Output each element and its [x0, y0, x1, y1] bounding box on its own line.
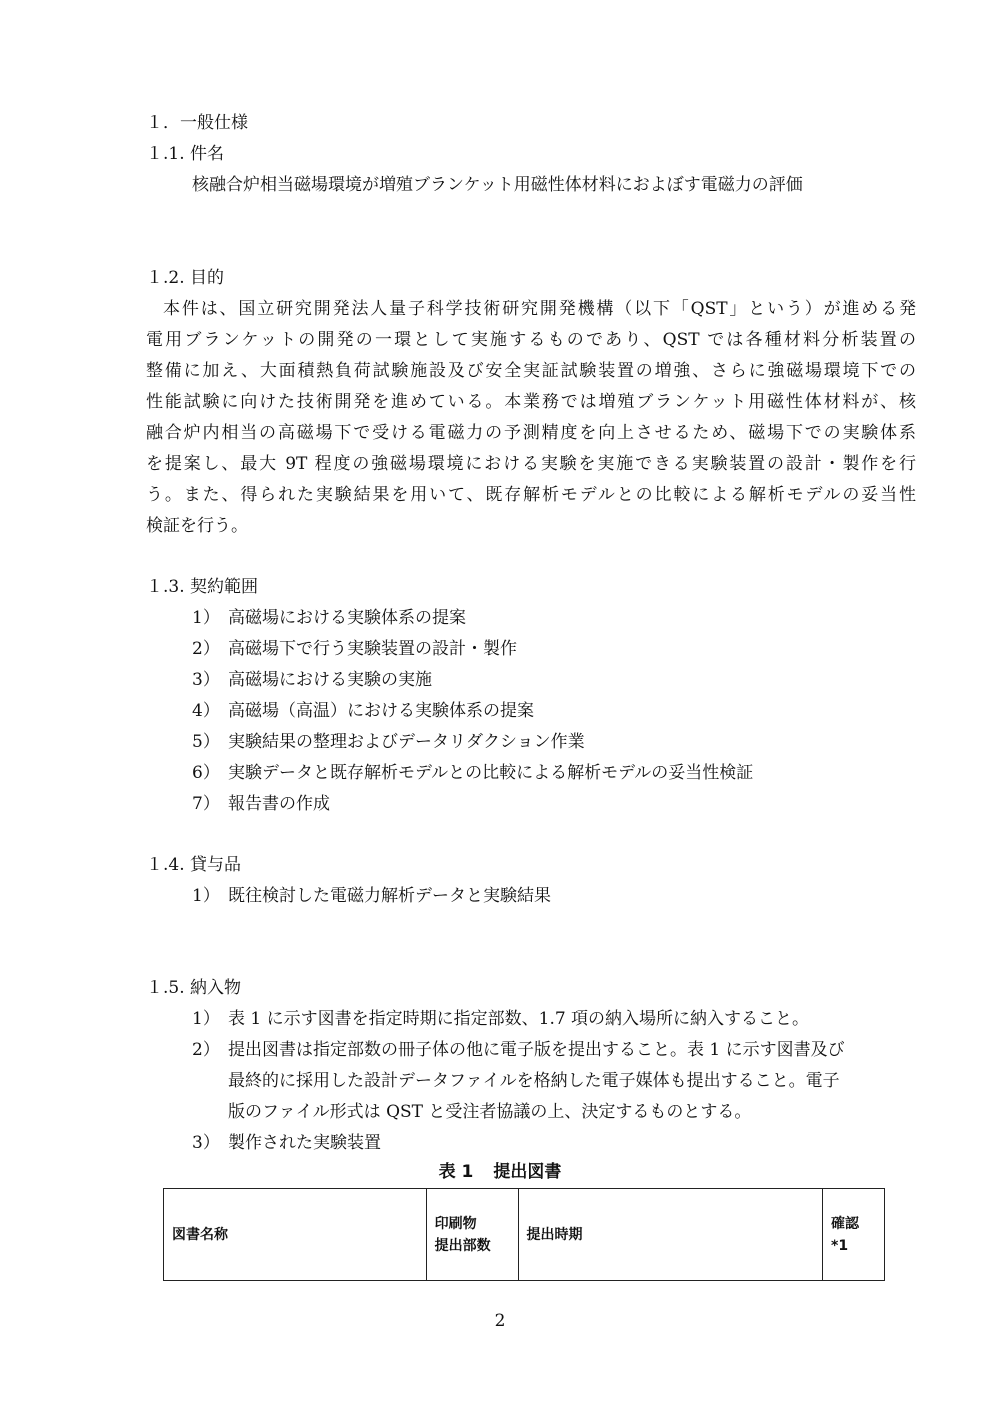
- purpose-line: 整備に加え、大面積熱負荷試験施設及び安全実証試験装置の増強、さらに強磁場環境下での: [146, 361, 916, 381]
- table-caption-title: 提出図書: [493, 1162, 562, 1182]
- list-item: 実験データと既存解析モデルとの比較による解析モデルの妥当性検証: [228, 763, 754, 783]
- section-1-2-heading: １.2. 目的: [146, 268, 225, 288]
- purpose-line: う。また、得られた実験結果を用いて、既存解析モデルとの比較による解析モデルの妥当性: [146, 485, 916, 505]
- subject-title: 核融合炉相当磁場環境が増殖ブランケット用磁性体材料におよぼす電磁力の評価: [192, 175, 803, 195]
- list-item: 高磁場における実験体系の提案: [228, 608, 466, 628]
- list-item: 既往検討した電磁力解析データと実験結果: [228, 886, 551, 906]
- page-number: 2: [494, 1311, 506, 1331]
- list-item-number: 1）: [192, 1009, 220, 1029]
- list-item-number: 1）: [192, 608, 220, 628]
- table-caption: [0, 1161, 1000, 1183]
- header-print-copies-line2: 提出部数: [434, 1237, 491, 1254]
- list-item: 報告書の作成: [228, 794, 330, 814]
- list-item-number: 4）: [192, 701, 220, 721]
- section-1-5-heading: １.5. 納入物: [146, 978, 242, 998]
- table-header-row: [164, 1189, 885, 1281]
- list-item-number: 1）: [192, 886, 220, 906]
- purpose-line: 検証を行う。: [146, 516, 248, 536]
- purpose-line: 融合炉内相当の高磁場下で受ける電磁力の予測精度を向上させるため、磁場下での実験体系: [146, 423, 916, 443]
- header-submission-timing: 提出時期: [518, 1189, 823, 1281]
- section-1-heading: １．一般仕様: [146, 113, 248, 133]
- list-item-continuation: 版のファイル形式は QST と受注者協議の上、決定するものとする。: [228, 1102, 752, 1122]
- list-item: 高磁場（高温）における実験体系の提案: [228, 701, 534, 721]
- list-item-number: 2）: [192, 1040, 220, 1060]
- list-item: 製作された実験装置: [228, 1133, 381, 1153]
- list-item-number: 5）: [192, 732, 220, 752]
- list-item: 提出図書は指定部数の冊子体の他に電子版を提出すること。表 1 に示す図書及び: [228, 1040, 845, 1060]
- header-document-name: 図書名称: [164, 1189, 427, 1281]
- purpose-line: 本件は、国立研究開発法人量子科学技術研究開発機構（以下「QST」という）が進める発: [163, 299, 916, 319]
- list-item-number: 6）: [192, 763, 220, 783]
- section-1-3-heading: １.3. 契約範囲: [146, 577, 259, 597]
- purpose-line: 性能試験に向けた技術開発を進めている。本業務では増殖ブランケット用磁性体材料が、核: [146, 392, 916, 412]
- list-item-number: 2）: [192, 639, 220, 659]
- table-caption-label: 表 1: [438, 1162, 474, 1182]
- header-print-copies: [426, 1189, 518, 1281]
- header-print-copies-line1: 印刷物: [434, 1215, 477, 1232]
- header-confirmation: 確認*1: [823, 1189, 885, 1281]
- list-item: 高磁場における実験の実施: [228, 670, 432, 690]
- list-item-number: 7）: [192, 794, 220, 814]
- list-item: 高磁場下で行う実験装置の設計・製作: [228, 639, 517, 659]
- list-item-number: 3）: [192, 670, 220, 690]
- list-item: 実験結果の整理およびデータリダクション作業: [228, 732, 585, 752]
- list-item-continuation: 最終的に採用した設計データファイルを格納した電子媒体も提出すること。電子: [228, 1071, 840, 1091]
- purpose-line: を提案し、最大 9T 程度の強磁場環境における実験を実施できる実験装置の設計・製作を行: [146, 454, 916, 474]
- section-1-1-heading: １.1. 件名: [146, 144, 225, 164]
- section-1-4-heading: １.4. 貸与品: [146, 855, 242, 875]
- purpose-line: 電用ブランケットの開発の一環として実施するものであり、QST では各種材料分析装置の: [146, 330, 916, 350]
- submission-documents-table: [163, 1188, 885, 1281]
- list-item-number: 3）: [192, 1133, 220, 1153]
- list-item: 表 1 に示す図書を指定時期に指定部数、1.7 項の納入場所に納入すること。: [228, 1009, 810, 1029]
